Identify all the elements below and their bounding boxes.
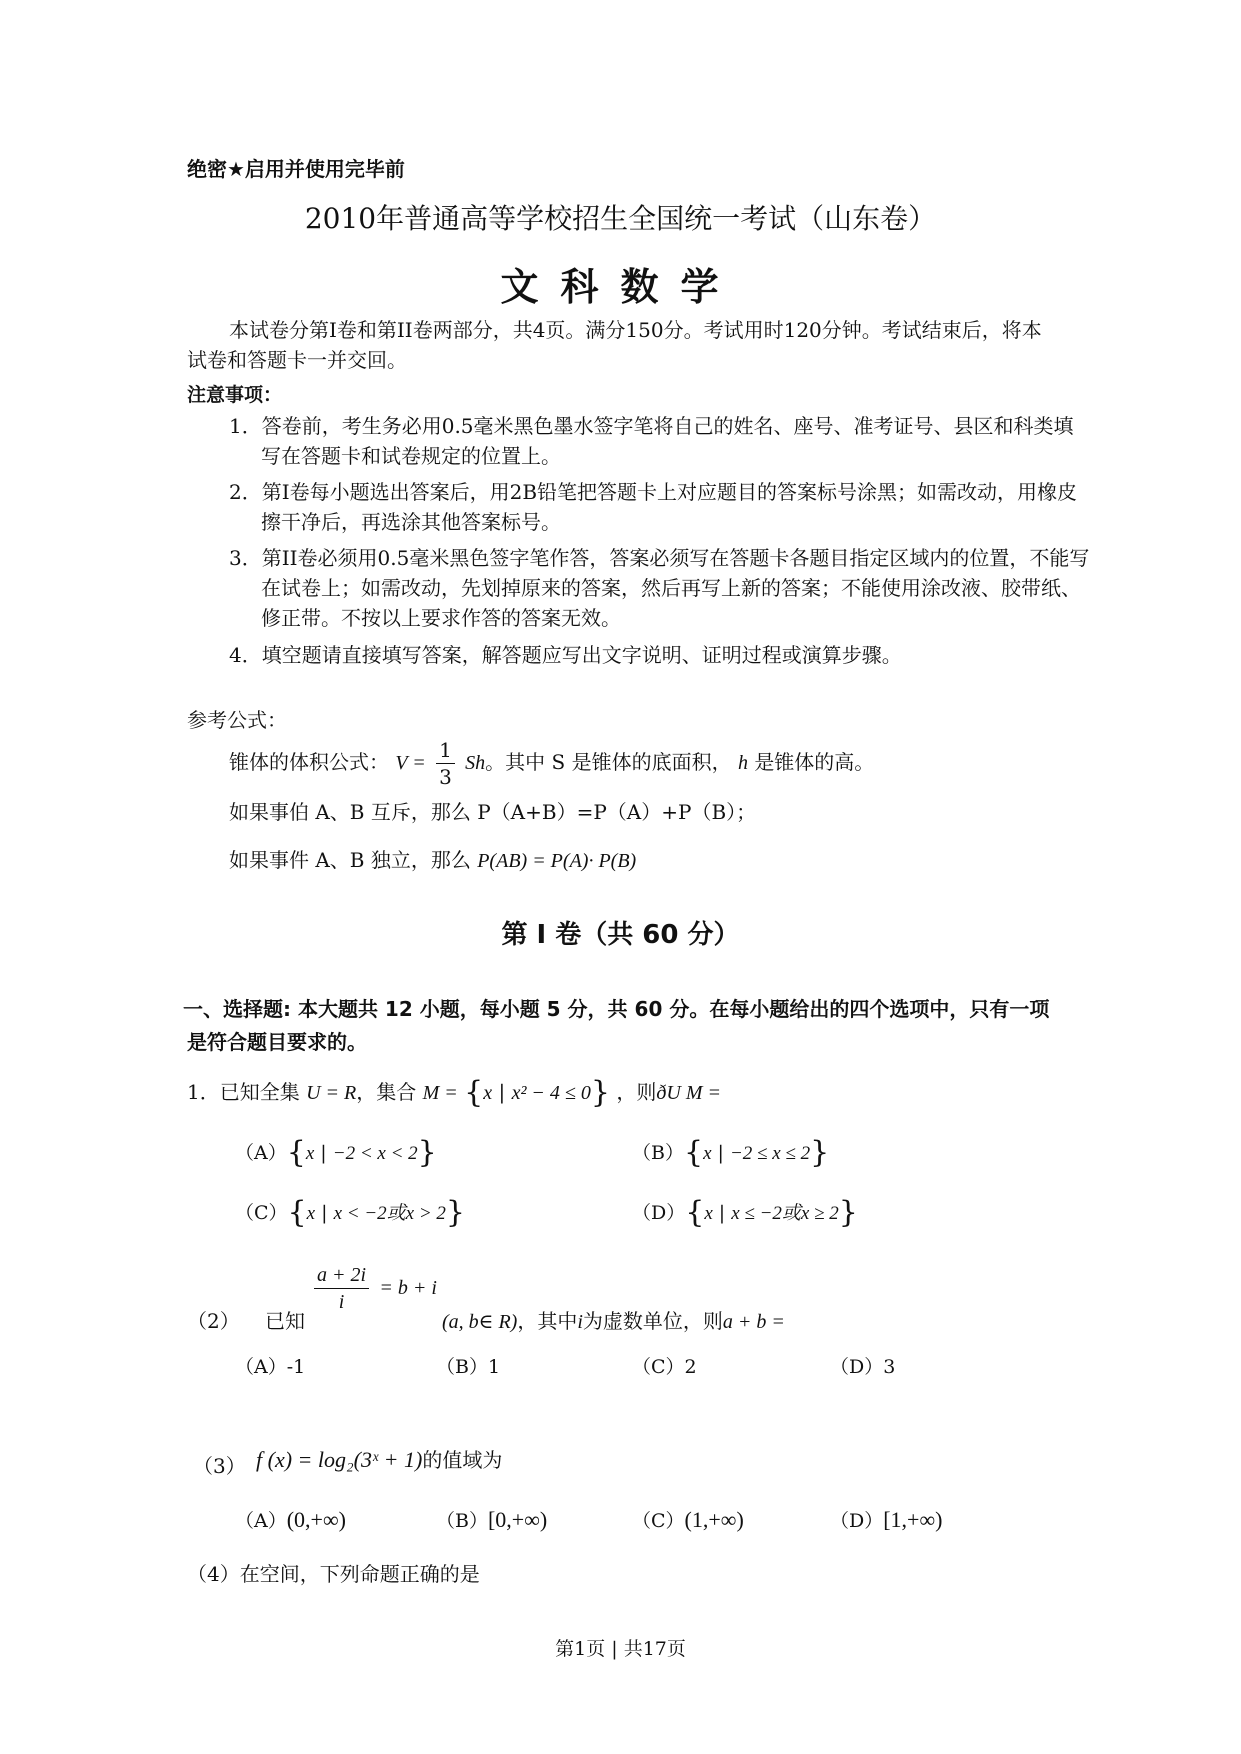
fraction-one-third	[436, 737, 455, 790]
exam-title: 2010年普通高等学校招生全国统一考试（山东卷）	[304, 202, 937, 235]
cone-h: h	[737, 752, 748, 774]
right-brace: }	[417, 1135, 437, 1170]
left-brace: {	[683, 1135, 704, 1170]
q2-option-b: （B）1	[436, 1356, 501, 1378]
note-item: 4．填空题请直接填写答案，解答题应写出文字说明、证明过程或演算步骤。	[229, 643, 902, 667]
q1-stem-a: 1．已知全集	[187, 1080, 300, 1104]
q2-domain: (a, b∈ R)	[442, 1311, 518, 1333]
q1-set-m: M =	[422, 1082, 458, 1104]
q2-rest: ，其中	[517, 1309, 578, 1333]
q3-function: f (x) = log₂(3ˣ + 1)	[256, 1447, 423, 1472]
cone-suffix: 。其中 S 是锥体的底面积，	[485, 750, 732, 774]
q2-fraction	[314, 1262, 369, 1315]
set-var: x	[703, 1143, 712, 1164]
question-1-stem	[187, 1077, 721, 1108]
confidential-label: 绝密★启用并使用完毕前	[187, 157, 405, 181]
q2-ask: a + b =	[722, 1311, 785, 1333]
q3-number: （3）	[193, 1454, 246, 1478]
set-var: x	[704, 1203, 713, 1224]
left-brace: {	[685, 1195, 705, 1230]
subject-title: 文科数学	[500, 265, 741, 309]
q2-option-c: （C）2	[632, 1356, 697, 1378]
q2-rest2: 为虚数单位，则	[582, 1309, 723, 1333]
option-label: （D）	[632, 1202, 686, 1224]
option-label: （B）	[436, 1510, 488, 1532]
option-value: [1,+∞)	[883, 1507, 943, 1532]
left-brace: {	[286, 1135, 306, 1170]
q1-option-c	[235, 1195, 465, 1230]
cone-lhs: V =	[395, 752, 426, 774]
left-brace: {	[464, 1075, 484, 1110]
note-item: 1．答卷前，考生务必用0.5毫米黑色墨水签字笔将自己的姓名、座号、准考证号、县区和科类填写在答题卡和试卷规定的位置上。	[229, 414, 1074, 468]
fraction-numerator: 1	[436, 737, 455, 764]
q1-universal-set: U = R	[306, 1082, 357, 1104]
q3-tail: 的值域为	[422, 1448, 503, 1472]
q2-equation	[310, 1262, 437, 1315]
q4-stem: （4）在空间，下列命题正确的是	[187, 1562, 480, 1586]
q3-option-d	[830, 1505, 942, 1536]
page-footer: 第1页 | 共17页	[555, 1638, 686, 1660]
reference-heading: 参考公式：	[187, 708, 287, 732]
independent-events-formula	[229, 845, 636, 876]
independent-prefix: 如果事件 A、B 独立，那么	[229, 848, 471, 872]
volume-one-heading: 第 Ⅰ 卷（共 60 分）	[501, 920, 740, 950]
set-condition: −2 < x < 2	[332, 1143, 418, 1164]
option-label: （A）	[235, 1510, 287, 1532]
q2-fraction-numerator: a + 2i	[314, 1262, 369, 1289]
q1-complement: ðU M =	[656, 1082, 721, 1104]
option-value: [0,+∞)	[487, 1507, 548, 1532]
set-bar: |	[492, 1080, 512, 1104]
q1-option-d	[632, 1195, 858, 1230]
set-bar: |	[315, 1202, 334, 1224]
q1-stem-b: ，集合	[356, 1080, 417, 1104]
left-brace: {	[287, 1195, 307, 1230]
q1-set-condition: x² − 4 ≤ 0	[511, 1082, 591, 1104]
set-condition: x < −2或x > 2	[333, 1203, 446, 1224]
q3-option-a	[235, 1505, 346, 1536]
q1-set-var: x	[483, 1082, 493, 1104]
set-var: x	[306, 1203, 316, 1224]
set-bar: |	[712, 1202, 732, 1224]
option-label: （C）	[235, 1202, 288, 1224]
option-label: （D）	[830, 1510, 884, 1532]
q2-fraction-denominator: i	[338, 1291, 345, 1313]
independent-formula-math: P(AB) = P(A)· P(B)	[477, 850, 637, 872]
cone-volume-formula	[229, 737, 874, 790]
q2-option-a: （A）-1	[235, 1356, 306, 1378]
option-value: (1,+∞)	[684, 1507, 744, 1532]
q2-stem-tail	[442, 1306, 785, 1337]
option-label: （B）	[632, 1142, 684, 1164]
option-label: （A）	[235, 1142, 287, 1164]
cone-rhs: Sh	[465, 752, 486, 774]
q1-option-b	[632, 1135, 830, 1170]
q2-number: （2）	[187, 1309, 240, 1333]
q3-option-b	[436, 1505, 547, 1536]
q2-option-d: （D）3	[830, 1356, 896, 1378]
set-condition: −2 ≤ x ≤ 2	[729, 1143, 811, 1164]
option-label: （C）	[632, 1510, 685, 1532]
note-item: 2．第I卷每小题选出答案后，用2B铅笔把答题卡上对应题目的答案标号涂黑；如需改动，用橡皮擦干净后，再选涂其他答案标号。	[229, 480, 1078, 534]
set-var: x	[305, 1143, 315, 1164]
right-brace: }	[445, 1195, 465, 1230]
q2-given: 已知	[265, 1309, 305, 1333]
option-value: (0,+∞)	[286, 1507, 346, 1532]
notes-heading: 注意事项：	[187, 384, 283, 406]
note-item: 3．第II卷必须用0.5毫米黑色签字笔作答，答案必须写在答题卡各题目指定区域内的位置，不能写在试卷上；如需改动，先划掉原来的答案，然后再写上新的答案；不能使用涂改液、胶带纸、修正带。不按以上要求作答的答案无效。	[229, 546, 1090, 630]
q1-stem-c: ，则	[616, 1080, 657, 1104]
intro-paragraph: 本试卷分第I卷和第II卷两部分，共4页。满分150分。考试用时120分钟。考试结束后，将本试卷和答题卡一并交回。	[187, 318, 1042, 372]
q3-option-c	[632, 1505, 744, 1536]
q2-rhs: = b + i	[379, 1277, 437, 1299]
right-brace: }	[590, 1075, 611, 1110]
set-bar: |	[314, 1142, 333, 1164]
set-condition: x ≤ −2或x ≥ 2	[731, 1203, 839, 1224]
q2-i-var: i	[577, 1311, 583, 1333]
right-brace: }	[810, 1135, 830, 1170]
cone-prefix: 锥体的体积公式：	[229, 750, 389, 774]
exclusive-events-formula: 如果事伯 A、B 互斥，那么 P（A+B）=P（A）+P（B）；	[229, 800, 757, 824]
fraction-denominator: 3	[439, 765, 452, 789]
cone-end: 是锥体的高。	[754, 750, 875, 774]
right-brace: }	[838, 1195, 858, 1230]
set-bar: |	[711, 1142, 730, 1164]
section-one-instructions: 一、选择题: 本大题共 12 小题，每小题 5 分，共 60 分。在每小题给出的四个选项中，只有一项是符合题目要求的。	[183, 997, 1050, 1054]
q3-stem	[256, 1445, 502, 1475]
q1-option-a	[235, 1135, 437, 1170]
